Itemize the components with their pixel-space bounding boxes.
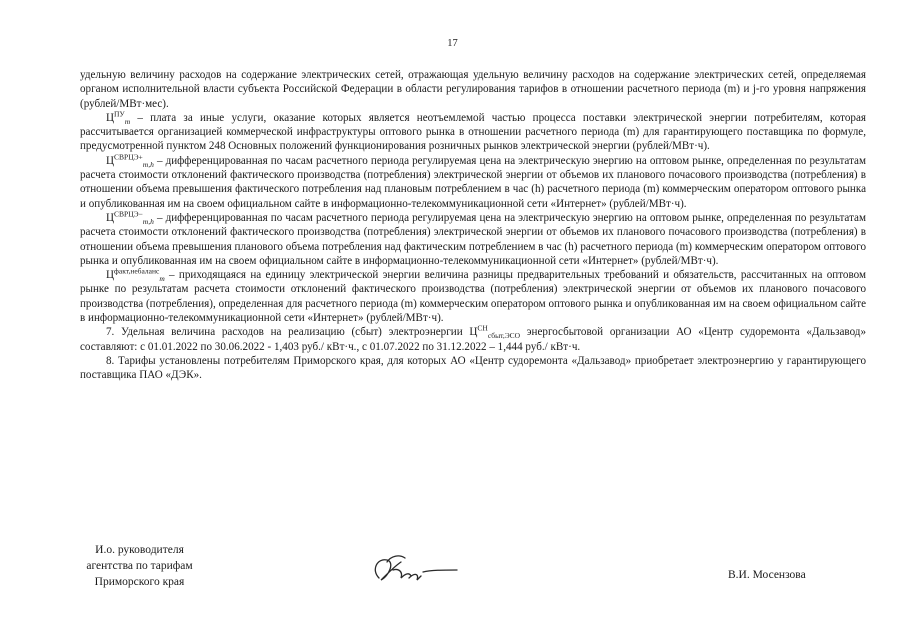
paragraph-text: – дифференцированная по часам расчетного периода регулируемая цена на электрическую энергию на оптовом рынке, определенная по результатам расчета стоимости отклонений фактического производства (потребления) электрической энергии от объемов их планового почасового производства (потребления) в отношении объема превышения фактического потребления над плановым потреблением в час (h) расчетного периода (m) коммерческим оператором оптового рынка и опубликованная им на своем официальном сайте в информационно-телекоммуникационной сети «Интернет» (рублей/МВт·ч).	[80, 154, 866, 210]
paragraph-imbalance	[80, 268, 866, 325]
formula-symbol: $Ц^{СВРЦЭ-}_{m,h}$	[106, 209, 154, 227]
handwritten-signature	[365, 548, 460, 592]
formula-symbol: $Ц^{СН}_{сбыт,ЭСО}$	[469, 323, 521, 341]
paragraph-price-minus	[80, 211, 866, 268]
signatory-name: В.И. Мосензова	[728, 569, 806, 581]
signatory-title: И.о. руководителя агентства по тарифам Приморского края	[86, 544, 193, 588]
formula-symbol: $Ц^{факт,небаланс}_m$	[106, 266, 165, 284]
paragraph-continuation: удельную величину расходов на содержание электрических сетей, отражающая удельную величину расходов на содержание электрических сетей, определяемая органом исполнительной власти субъекта Российской Федерации в области регулирования тарифов в отношении расчетного периода (m) и j-го уровня напряжения (рублей/МВт·мес).	[80, 69, 866, 110]
formula-symbol: $Ц^{ПУ}_m$	[106, 109, 131, 127]
paragraph-text: – дифференцированная по часам расчетного периода регулируемая цена на электрическую энергию на оптовом рынке, определенная по результатам расчета стоимости отклонений фактического производства (потребления) электрической энергии от объемов их планового почасового производства (потребления) в отношении объема превышения планового объема потребления над фактическим потреблением в час (h) расчетного периода (m) коммерческим оператором оптового рынка и опубликованная им на своем официальном сайте в информационно-телекоммуникационной сети «Интернет» (рублей/МВт·ч).	[80, 211, 866, 267]
paragraph-text: – плата за иные услуги, оказание которых является неотъемлемой частью процесса поставки электрической энергии потребителям, которая рассчитывается организацией коммерческой инфраструктуры оптового рынка в отношении расчетного периода (m) для гарантирующего поставщика по формуле, предусмотренной пунктом 248 Основных положений функционирования розничных рынков электрической энергии (рублей/МВт·ч).	[80, 111, 866, 153]
paragraph-item-8: 8. Тарифы установлены потребителям Приморского края, для которых АО «Центр судоремонта «Дальзавод» приобретает электроэнергию у гарантирующего поставщика ПАО «ДЭК».	[80, 354, 866, 382]
paragraph-other-services-fee	[80, 111, 866, 154]
paragraph-text: – приходящаяся на единицу электрической энергии величина разницы предварительных требований и обязательств, рассчитанных на оптовом рынке по результатам расчета стоимости отклонений фактического производства (потребления) электрической энергии от объемов их планового почасового производства (потребления), определенная для расчетного периода (m) коммерческим оператором оптового рынка и опубликованная им на своем официальном сайте в информационно-телекоммуникационной сети «Интернет» (рублей/МВт·ч).	[80, 269, 866, 325]
paragraph-price-plus	[80, 154, 866, 211]
page-number: 17	[447, 38, 458, 49]
paragraph-item-7: 7. Удельная величина расходов на реализацию (сбыт) электроэнергии $Ц^{СН}_{сбыт,ЭСО}$ энергосбытовой организации АО «Центр судоремонта «Дальзавод» составляют: с 01.01.2022 по 30.06.2022 - 1,403 руб./ кВт·ч., с 01.07.2022 по 31.12.2022 – 1,444 руб./ кВт·ч.	[80, 323, 866, 353]
document-body	[80, 68, 866, 383]
formula-symbol: $Ц^{СВРЦЭ+}_{m,h}$	[106, 152, 154, 169]
